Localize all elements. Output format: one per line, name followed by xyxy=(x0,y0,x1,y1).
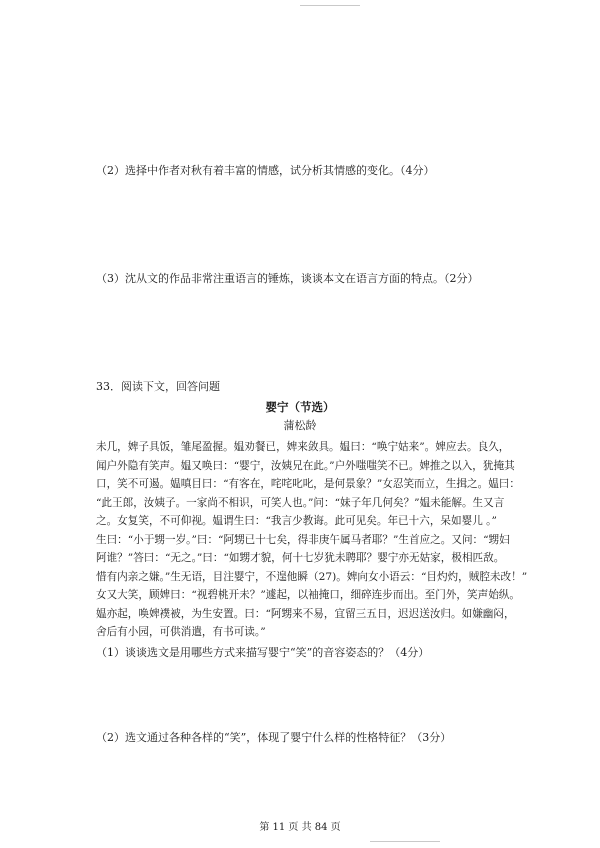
sub-question-1: （1）谈谈选文是用哪些方式来描写婴宁“笑”的音容姿态的？（4分） xyxy=(96,646,430,659)
question-33-heading: 33．阅读下文，回答问题 xyxy=(96,380,220,393)
passage-line: 媪亦起，唤婢襆被，为生安置。曰：“阿甥来不易，宜留三五日，迟迟送汝归。如嫌幽闷， xyxy=(96,607,515,620)
passage-line: 惜有内亲之嫌。”生无语，目注婴宁，不遑他瞬（27)。婢向女小语云：“目灼灼，贼腔未改！” xyxy=(96,570,528,583)
passage-line: 生曰：“小于甥一岁。”曰：“阿甥已十七矣，得非庚午属马者耶？”生首应之。又问：“甥妇 xyxy=(96,533,510,546)
passage-body xyxy=(96,438,528,642)
question-3: （3）沈从文的作品非常注重语言的锤炼，谈谈本文在语言方面的特点。（2分） xyxy=(96,272,479,285)
passage-line: 之。女复笑，不可仰视。媪谓生曰：“我言少教诲。此可见矣。年已十六，呆如婴儿 。” xyxy=(96,515,497,527)
passage-line: 阿谁？”答曰：“无之。”曰：“如甥才貌，何十七岁犹未聘耶？婴宁亦无姑家，极相匹敌。 xyxy=(96,552,505,564)
passage-line: 女又大笑，顾婢曰：“视碧桃开未？”遽起，以袖掩口，细碎连步而出。至门外，笑声始纵。 xyxy=(96,589,520,601)
passage-line: 口，笑不可遏。媪嗔目曰：“有客在，咤咤叱叱，是何景象？”女忍笑而立，生揖之。媪曰： xyxy=(96,478,520,490)
passage-line: 未几，婢子具饭，雏尾盈握。媪劝餐已，婢来敛具。媪曰：“唤宁姑来”。婢应去。良久， xyxy=(96,441,510,453)
passage-line: 闻户外隐有笑声。媪又唤曰：“婴宁，汝姨兄在此。”户外嗤嗤笑不已。婢推之以入，犹掩其 xyxy=(96,459,515,472)
page-number-footer: 第 11 页 共 84 页 xyxy=(259,822,341,833)
passage-author: 蒲松龄 xyxy=(283,419,317,432)
passage-title: 婴宁（节选） xyxy=(265,400,335,414)
passage-line: “此王郎，汝姨子。一家尚不相识，可笑人也。”问：“妹子年几何矣？”媪未能解。生又言 xyxy=(96,496,505,509)
scan-mark-bottom xyxy=(370,841,440,842)
sub-question-2: （2）选文通过各种各样的“笑”，体现了婴宁什么样的性格特征？（3分） xyxy=(96,731,452,744)
question-2: （2）选择中作者对秋有着丰富的情感，试分析其情感的变化。（4分） xyxy=(96,164,435,177)
passage-line: 舍后有小园，可供消遣，有书可读。” xyxy=(96,626,266,638)
scan-mark-top xyxy=(300,5,360,6)
